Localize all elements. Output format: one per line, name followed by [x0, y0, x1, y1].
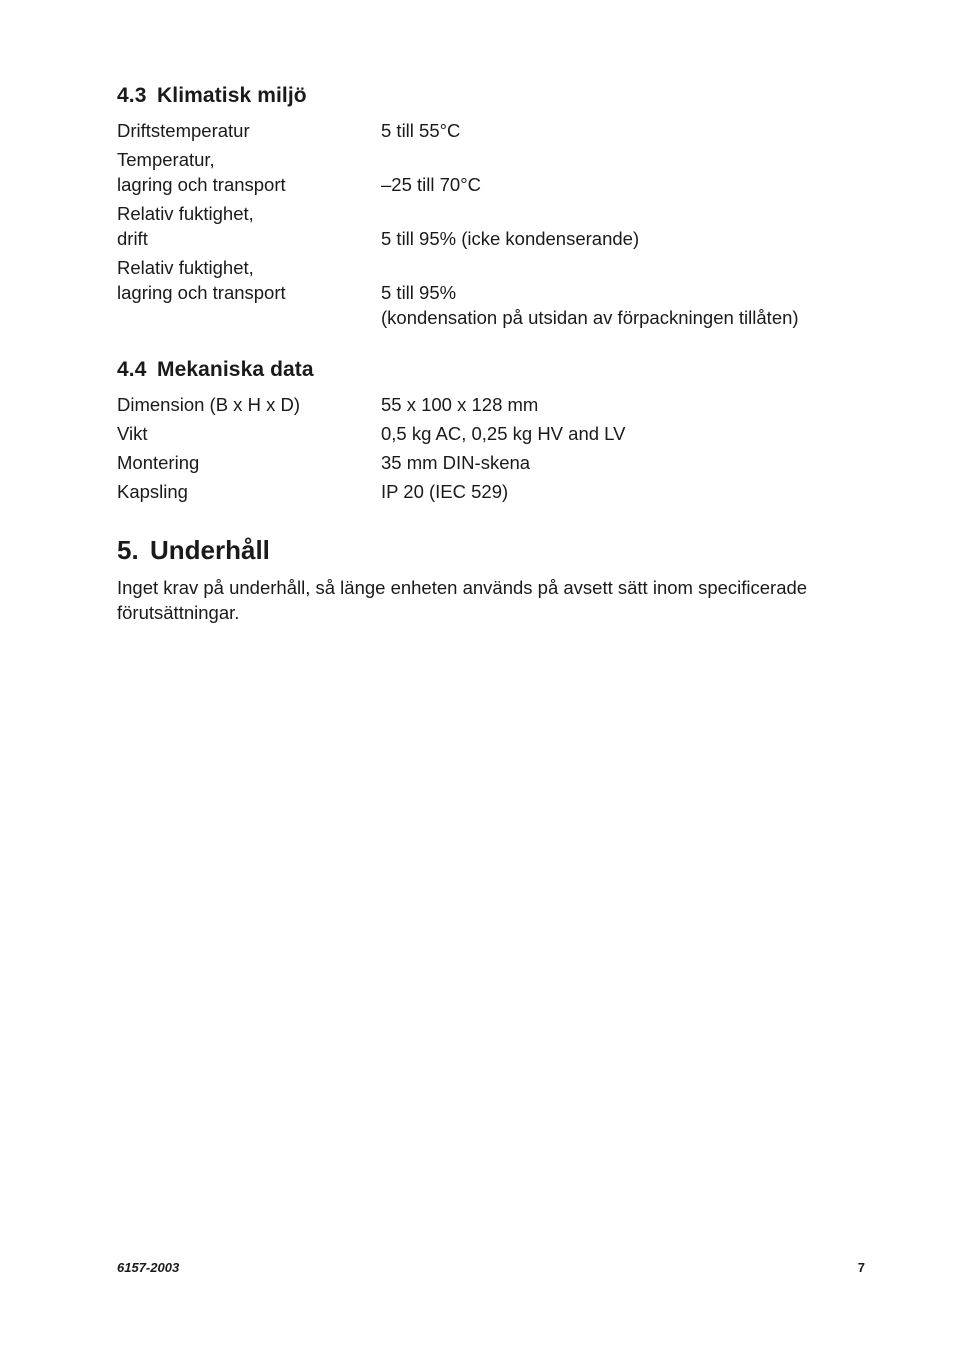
spec-value: 0,5 kg AC, 0,25 kg HV and LV: [381, 423, 626, 444]
spec-label: Driftstemperatur: [117, 120, 250, 141]
page-number: 7: [857, 1260, 865, 1275]
section-title: Mekaniska data: [157, 358, 314, 381]
spec-label: Relativ fuktighet, drift: [117, 203, 254, 249]
spec-row: [117, 201, 837, 251]
section-4-4-heading: [117, 358, 314, 382]
section-number: 4.4: [117, 358, 147, 381]
spec-row: [117, 421, 837, 446]
section-title: Klimatisk miljö: [157, 84, 307, 107]
maintenance-paragraph: Inget krav på underhåll, så länge enheten används på avsett sätt inom specificerade förutsättningar.: [117, 577, 808, 623]
section-number: 4.3: [117, 84, 147, 107]
spec-value: 5 till 95% (kondensation på utsidan av förpackningen tillåten): [381, 282, 799, 328]
spec-value: 55 x 100 x 128 mm: [381, 394, 539, 415]
spec-label: Kapsling: [117, 481, 188, 502]
spec-row: [117, 147, 837, 197]
spec-row: [117, 392, 837, 417]
climate-spec-table: [117, 118, 837, 330]
spec-value: 5 till 95% (icke kondenserande): [381, 228, 640, 249]
spec-value: 35 mm DIN-skena: [381, 452, 531, 473]
section-4-3-heading: [117, 84, 307, 108]
document-number: 6157-2003: [117, 1260, 180, 1275]
spec-row: [117, 479, 837, 504]
spec-label: Vikt: [117, 423, 148, 444]
section-number: 5.: [117, 535, 139, 565]
spec-label: Dimension (B x H x D): [117, 394, 300, 415]
spec-value: –25 till 70°C: [381, 174, 481, 195]
section-5-heading: [117, 535, 270, 566]
spec-row: [117, 450, 837, 475]
spec-label: Relativ fuktighet, lagring och transport: [117, 257, 286, 303]
spec-label: Montering: [117, 452, 200, 473]
spec-value: IP 20 (IEC 529): [381, 481, 509, 502]
spec-row: [117, 255, 837, 330]
spec-label: Temperatur, lagring och transport: [117, 149, 286, 195]
section-title: Underhåll: [150, 535, 270, 565]
spec-value: 5 till 55°C: [381, 120, 461, 141]
mechanical-spec-table: [117, 392, 837, 504]
spec-row: [117, 118, 837, 143]
